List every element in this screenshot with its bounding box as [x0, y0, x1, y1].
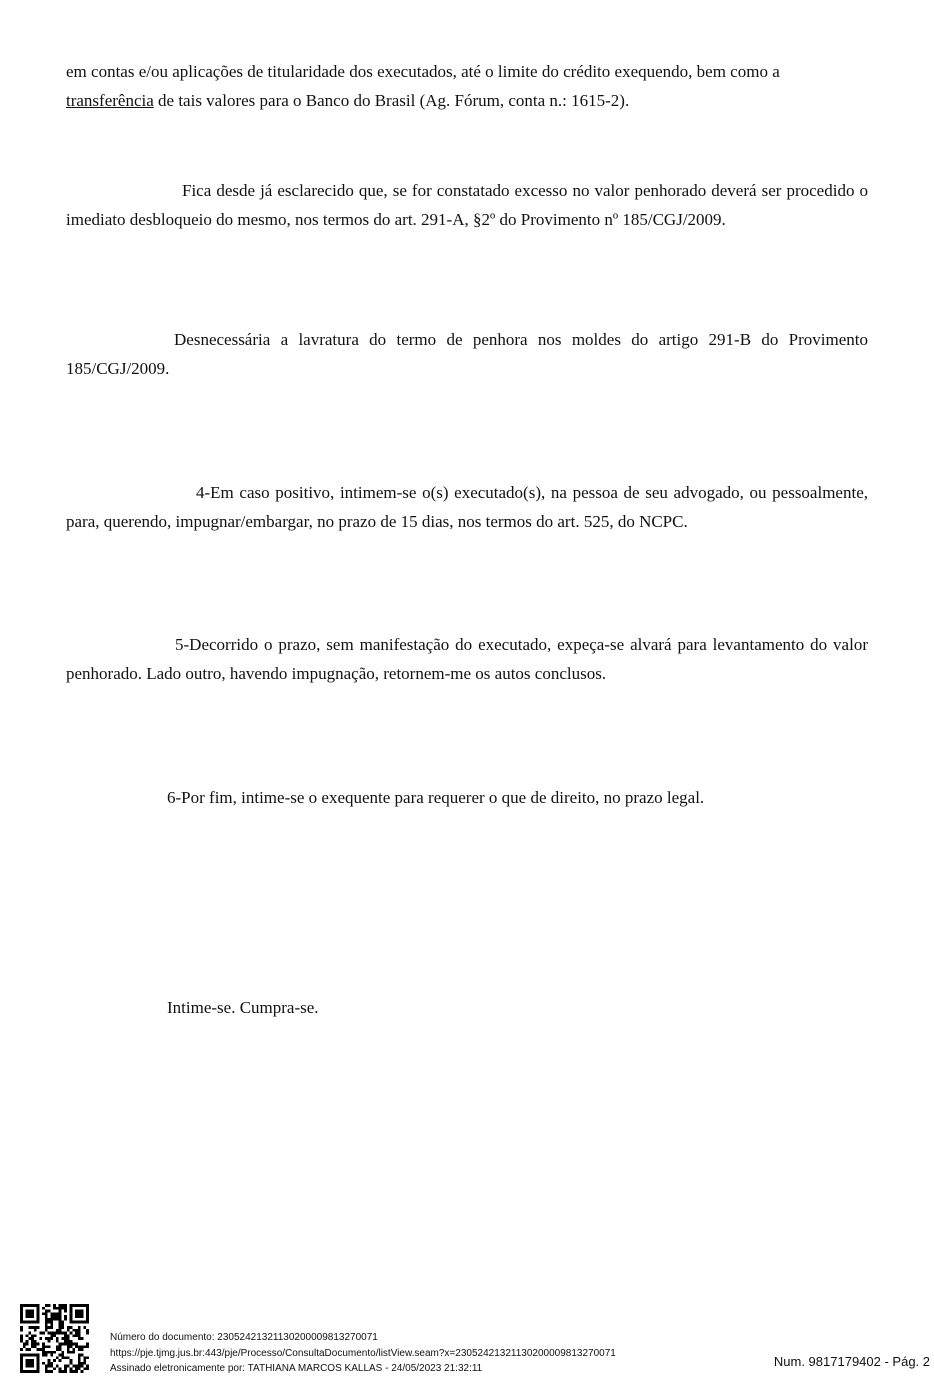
paragraph-1 — [66, 57, 868, 115]
paragraph-5-text: 5-Decorrido o prazo, sem manifestação do executado, expeça-se alvará para levantamento do valor penhorado. Lado outro, havendo impugnação, retornem-me os autos conclusos. — [66, 635, 868, 683]
footer-page-number: Num. 9817179402 - Pág. 2 — [773, 1354, 930, 1369]
paragraph-2-text: Fica desde já esclarecido que, se for constatado excesso no valor penhorado deverá ser procedido o imediato desbloqueio do mesmo, nos termos do art. 291-A, §2º do Provimento nº 185/CGJ/2009. — [66, 181, 868, 229]
paragraph-1-text-a: em contas e/ou aplicações de titularidade dos executados, até o limite do crédito exequendo, bem como a — [66, 62, 780, 81]
paragraph-7 — [66, 993, 868, 1022]
footer-document-number: Número do documento: 23052421321130200009813270071 — [110, 1332, 378, 1343]
footer-signature: Assinado eletronicamente por: TATHIANA MARCOS KALLAS - 24/05/2023 21:32:11 — [110, 1363, 483, 1374]
paragraph-1-text-b: de tais valores para o Banco do Brasil (Ag. Fórum, conta n.: 1615-2). — [153, 91, 630, 110]
footer-document-url[interactable]: https://pje.tjmg.jus.br:443/pje/Processo/ConsultaDocumento/listView.seam?x=23052421321130200009813270071 — [110, 1348, 616, 1359]
paragraph-3-text: Desnecessária a lavratura do termo de penhora nos moldes do artigo 291-B do Provimento 185/CGJ/2009. — [66, 330, 868, 378]
paragraph-6 — [66, 783, 868, 812]
paragraph-7-text: Intime-se. Cumpra-se. — [167, 998, 319, 1017]
paragraph-1-underlined-word: transferência — [66, 91, 154, 110]
paragraph-4 — [66, 478, 868, 536]
paragraph-6-text: 6-Por fim, intime-se o exequente para requerer o que de direito, no prazo legal. — [167, 788, 705, 807]
paragraph-5 — [66, 630, 868, 688]
paragraph-2 — [66, 176, 868, 234]
paragraph-3 — [66, 325, 868, 383]
qr-code-icon — [20, 1304, 89, 1373]
paragraph-4-text: 4-Em caso positivo, intimem-se o(s) executado(s), na pessoa de seu advogado, ou pessoalmente, para, querendo, impugnar/embargar, no prazo de 15 dias, nos termos do art. 525, do NCPC. — [66, 483, 868, 531]
